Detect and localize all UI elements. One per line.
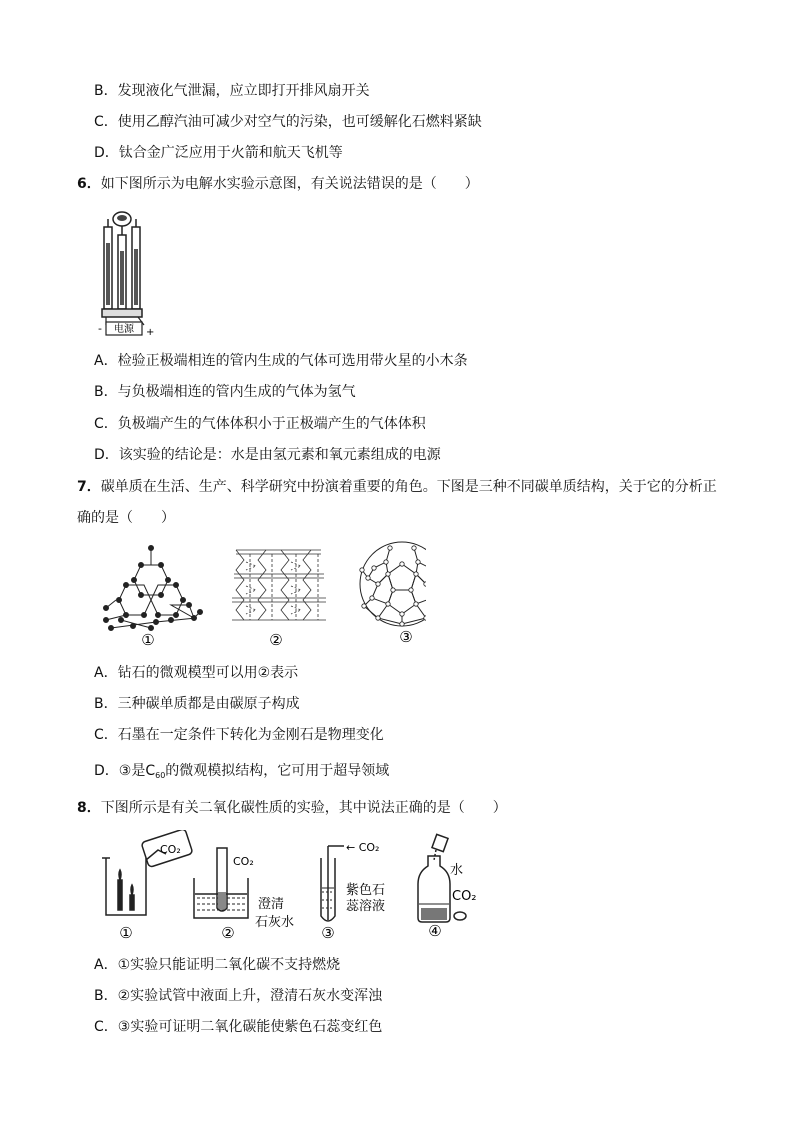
q6-option-c: C．负极端产生的气体体积小于正极端产生的气体体积 <box>94 416 426 432</box>
q7-stem-line-1 <box>77 477 717 497</box>
litmus-label-line-2: 蕊溶液 <box>346 899 386 914</box>
structure-label-1: ① <box>141 631 155 649</box>
q6-number: 6． <box>77 176 101 192</box>
co2-label-2: CO₂ <box>233 855 254 868</box>
q5-option-b: B．发现液化气泄漏，应立即打开排风扇开关 <box>94 83 370 99</box>
q6-stem-line <box>77 174 479 194</box>
q7-stem-1: 碳单质在生活、生产、科学研究中扮演着重要的角色。下图是三种不同碳单质结构，关于它的分析正 <box>100 479 717 495</box>
power-supply-label: 电源 <box>114 324 134 335</box>
q6-stem: 如下图所示为电解水实验示意图，有关说法错误的是（ ） <box>100 176 479 192</box>
q8-option-c: C．③实验可证明二氧化碳能使紫色石蕊变红色 <box>94 1019 383 1035</box>
q7-option-d-subscript: 60 <box>155 771 166 780</box>
q7-option-a: A．钻石的微观模型可以用②表示 <box>94 665 299 681</box>
electrolysis-apparatus-figure <box>96 205 166 337</box>
water-label: 水 <box>450 863 464 878</box>
experiment-label-1: ① <box>119 924 133 942</box>
experiment-label-3: ③ <box>321 924 335 942</box>
q7-option-b: B．三种碳单质都是由碳原子构成 <box>94 696 300 712</box>
limewater-label-line-1: 澄清 <box>258 897 285 912</box>
carbon-structure-1 <box>104 546 203 631</box>
q6-option-b: B．与负极端相连的管内生成的气体为氢气 <box>94 384 356 400</box>
q8-figure <box>96 830 496 945</box>
q7-option-d-pre: D．③是C <box>94 763 156 779</box>
q5-option-c: C．使用乙醇汽油可减少对空气的污染，也可缓解化石燃料紧缺 <box>94 114 482 130</box>
q5-option-d: D．钛合金广泛应用于火箭和航天飞机等 <box>94 145 343 161</box>
carbon-structure-2 <box>232 550 326 620</box>
structure-label-3: ③ <box>399 628 413 646</box>
q6-option-d: D．该实验的结论是：水是由氢元素和氧元素组成的电源 <box>94 447 441 463</box>
q7-figure <box>96 540 426 652</box>
litmus-label-line-1: 紫色石 <box>346 883 386 898</box>
co2-label-1: CO₂ <box>160 843 181 856</box>
q7-option-c: C．石墨在一定条件下转化为金刚石是物理变化 <box>94 727 384 743</box>
experiment-label-4: ④ <box>428 922 442 940</box>
structure-label-2: ② <box>269 631 283 649</box>
minus-sign: - <box>98 322 102 335</box>
experiment-label-2: ② <box>221 924 235 942</box>
q6-option-a: A．检验正极端相连的管内生成的气体可选用带火星的小木条 <box>94 353 468 369</box>
carbon-structure-3 <box>360 542 426 626</box>
q7-stem-line-2: 确的是（ ） <box>77 510 175 526</box>
q8-stem: 下图所示是有关二氧化碳性质的实验，其中说法正确的是（ ） <box>100 800 507 816</box>
co2-label-3: ← CO₂ <box>346 841 380 854</box>
q7-option-d-post: 的微观模拟结构，它可用于超导领域 <box>165 763 390 779</box>
experiment-4 <box>418 834 466 922</box>
q8-option-b: B．②实验试管中液面上升，澄清石灰水变浑浊 <box>94 988 383 1004</box>
q7-option-d <box>94 761 389 786</box>
plus-sign: + <box>146 327 155 337</box>
co2-label-4: CO₂ <box>452 889 477 904</box>
q8-stem-line <box>77 798 507 818</box>
q7-number: 7． <box>77 479 101 495</box>
q8-number: 8． <box>77 800 101 816</box>
q8-option-a: A．①实验只能证明二氧化碳不支持燃烧 <box>94 957 341 973</box>
experiment-3 <box>321 846 344 921</box>
limewater-label-line-2: 石灰水 <box>255 915 295 930</box>
